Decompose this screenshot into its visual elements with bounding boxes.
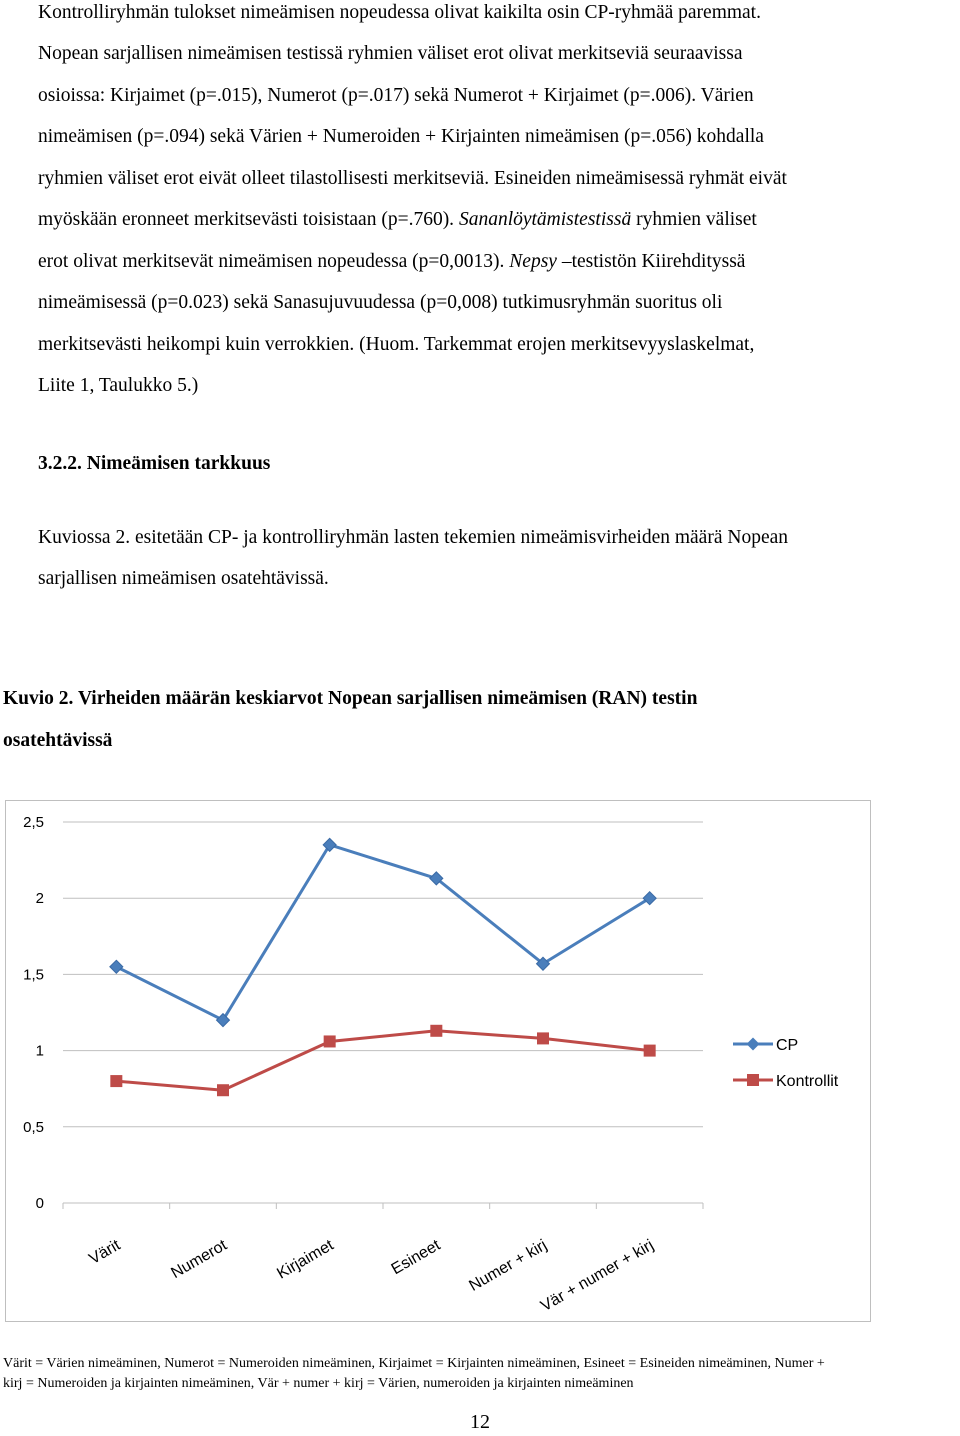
y-tick-label: 1,5 <box>23 966 44 984</box>
data-point-diamond <box>217 1014 230 1027</box>
text-line <box>38 241 960 283</box>
y-tick-label: 2,5 <box>23 814 44 831</box>
y-tick-label: 1 <box>35 1042 44 1060</box>
data-point-diamond <box>110 960 123 973</box>
caption-line: Kuvio 2. Virheiden määrän keskiarvot Nopean sarjallisen nimeämisen (RAN) testin <box>3 688 698 709</box>
text-line: merkitsevästi heikompi kuin verrokkien. (Huom. Tarkemmat erojen merkitsevyyslaskelmat, <box>38 334 755 355</box>
page-number: 12 <box>470 1411 490 1433</box>
series-line-cp <box>116 845 649 1020</box>
chart-canvas <box>6 801 872 1323</box>
data-point-square <box>324 1035 336 1047</box>
x-category-label: Kirjaimet <box>274 1236 337 1283</box>
text-line: Kuviossa 2. esitetään CP- ja kontrolliryhmän lasten tekemien nimeämisvirheiden määrä Nopean <box>38 527 788 548</box>
line-chart <box>5 800 871 1322</box>
legend-marker-diamond <box>747 1038 760 1051</box>
footnote-line: Värit = Värien nimeäminen, Numerot = Numeroiden nimeäminen, Kirjaimet = Kirjainten nimeäminen, Esineet = Esineiden nimeäminen, Numer + <box>3 1356 825 1371</box>
text-line: nimeämisessä (p=0.023) sekä Sanasujuvuudessa (p=0,008) tutkimusryhmän suoritus oli <box>38 292 723 313</box>
caption-line: osatehtävissä <box>3 730 113 751</box>
y-tick-label: 0 <box>35 1195 44 1212</box>
text-line: sarjallisen nimeämisen osatehtävissä. <box>38 568 329 589</box>
text-span: myöskään eronneet merkitsevästi toisistaan (p=.760). <box>38 209 455 230</box>
footnote-line: kirj = Numeroiden ja kirjainten nimeäminen, Vär + numer + kirj = Värien, numeroiden ja kirjainten nimeäminen <box>3 1376 634 1391</box>
test-name-italic: Sananlöytämistestissä <box>458 209 632 230</box>
text-line: osioissa: Kirjaimet (p=.015), Numerot (p=.017) sekä Numerot + Kirjaimet (p=.006). Värien <box>38 85 754 106</box>
data-point-square <box>217 1084 229 1096</box>
y-tick-label: 0,5 <box>23 1118 44 1136</box>
series-line-kontrollit <box>116 1031 649 1090</box>
test-name-italic: Nepsy <box>509 251 557 272</box>
legend-marker-square <box>747 1074 759 1086</box>
legend-label: CP <box>776 1037 799 1054</box>
x-category-label: Numerot <box>168 1236 230 1283</box>
x-category-label: Vär + numer + kirj <box>538 1236 657 1316</box>
section-heading: 3.2.2. Nimeämisen tarkkuus <box>38 453 271 474</box>
data-point-square <box>537 1032 549 1044</box>
text-line: Kontrolliryhmän tulokset nimeämisen nopeudessa olivat kaikilta osin CP-ryhmää paremmat. <box>38 2 761 23</box>
x-category-label: Numer + kirj <box>466 1236 550 1295</box>
data-point-square <box>430 1025 442 1037</box>
text-line <box>38 199 960 241</box>
text-line: ryhmien väliset erot eivät olleet tilastollisesti merkitseviä. Esineiden nimeämisessä ryhmät eivät <box>38 168 787 189</box>
text-line: Nopean sarjallisen nimeämisen testissä ryhmien väliset erot olivat merkitseviä seuraavissa <box>38 43 743 64</box>
data-point-square <box>110 1075 122 1087</box>
text-span: –testistön Kiirehdityssä <box>556 251 746 272</box>
data-point-diamond <box>323 838 336 851</box>
x-category-label: Esineet <box>388 1236 444 1279</box>
text-span: ryhmien väliset <box>631 209 757 230</box>
text-line: Liite 1, Taulukko 5.) <box>38 375 199 396</box>
y-tick-label: 2 <box>35 890 44 908</box>
x-category-label: Värit <box>86 1236 124 1268</box>
text-span: erot olivat merkitsevät nimeämisen nopeudessa (p=0,0013). <box>38 251 505 272</box>
legend-label: Kontrollit <box>776 1073 839 1090</box>
text-line: nimeämisen (p=.094) sekä Värien + Numeroiden + Kirjainten nimeämisen (p=.056) kohdalla <box>38 126 764 147</box>
data-point-square <box>644 1045 656 1057</box>
